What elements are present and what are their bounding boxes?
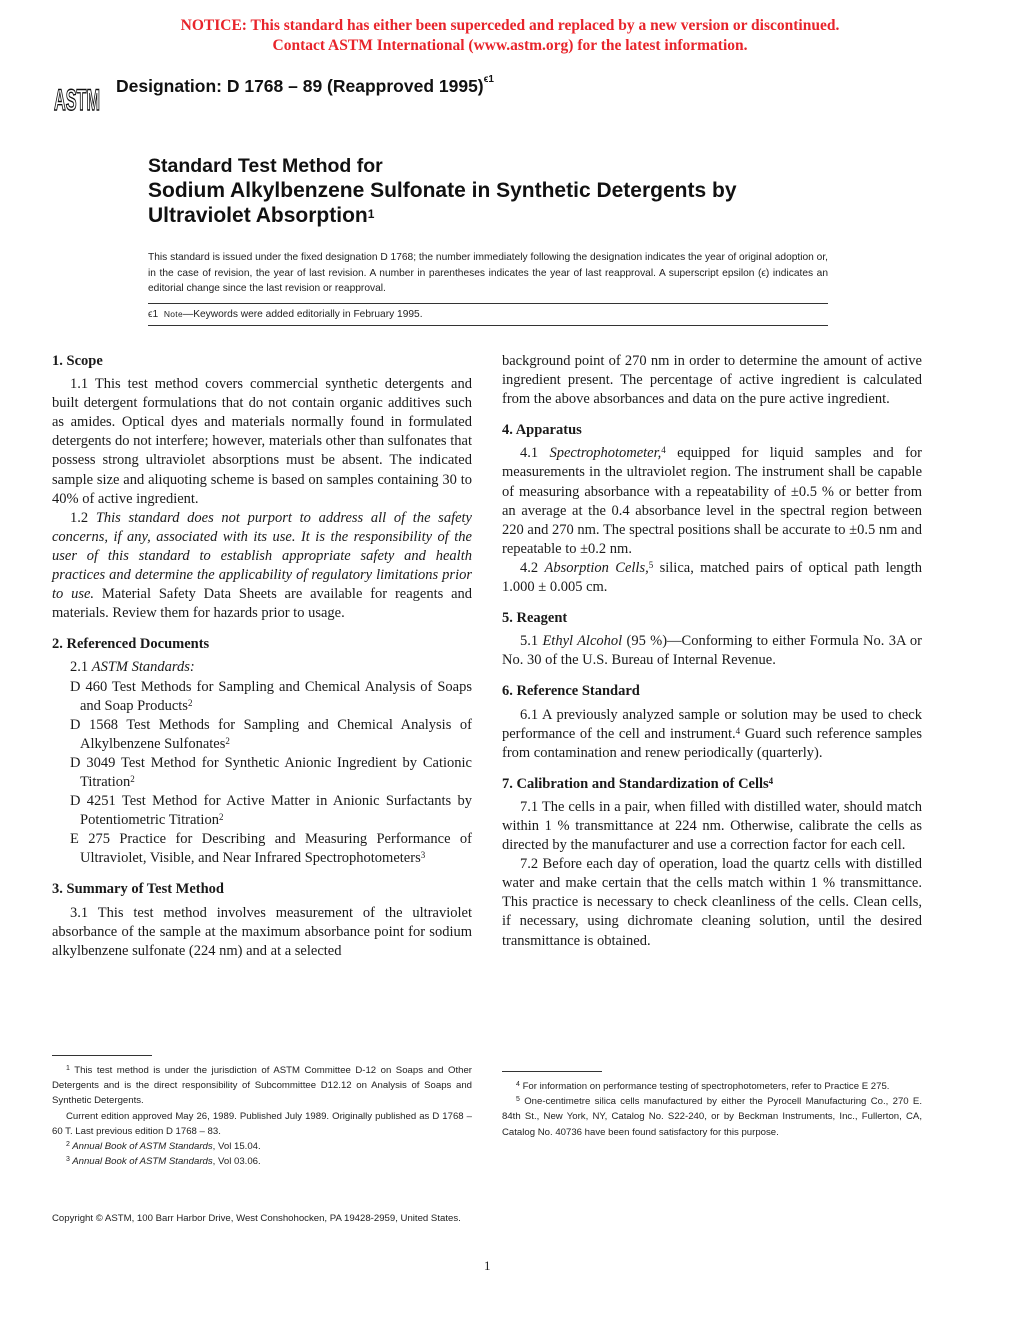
section-heading: 1. Scope [52, 353, 103, 369]
note-label: Note [163, 309, 183, 319]
title-line-1: Standard Test Method for [148, 155, 383, 177]
section-heading: 4. Apparatus [502, 422, 582, 439]
page-number: 1 [484, 1258, 491, 1273]
designation [116, 76, 494, 97]
notice-line-2: Contact ASTM International (www.astm.org) for the latest information. [272, 37, 748, 54]
section-heading: 6. Reference Standard [502, 683, 640, 700]
section-heading: 2. Referenced Documents [52, 636, 210, 653]
paragraph-4-1: 4.1 Spectrophotometer,$^4$ equipped for liquid samples and for measurements in the ultraviolet region. The instrument shall be capable of measuring absorbance with a repeatability of ±0.5 % or better from an average at the 0.4 absorbance level in the spectral region between 220 and 270 nm. The spectral positions shall be accurate to ±0.5 nm and repeatable to ±0.2 nm. [502, 445, 923, 557]
issued-statement: This standard is issued under the fixed designation D 1768; the number immediately following the designation indicates the year of original adoption or, in the case of revision, the year of last revision. A number in parentheses indicates the year of last reapproval. A superscript epsilon (ϵ) indicates an editorial change since the last revision or reapproval. [148, 252, 828, 295]
footnote-2: $^2$ Annual Book of ASTM Standards, Vol 15.04. [66, 1141, 261, 1153]
paragraph-3-1: 3.1 This test method involves measurement of the ultraviolet absorbance of the sample at the maximum absorbance point for sodium alkylbenzene sulfonate (224 nm) and at a selected [52, 904, 472, 959]
document-title [148, 154, 737, 228]
footnote-1b: Current edition approved May 26, 1989. Published July 1989. Originally published as D 1768 – 60 T. Last previous edition D 1768 – 83. [52, 1110, 472, 1137]
designation-text: Designation: D 1768 – 89 (Reapproved 1995) [116, 76, 484, 96]
section-heading: 3. Summary of Test Method [52, 881, 224, 898]
footnote-1: $^1$ This test method is under the jurisdiction of ASTM Committee D-12 on Soaps and Other Detergents and is the direct responsibility of Subcommittee D12.12 on Analysis of Soaps and Synthetic Detergents. [52, 1065, 472, 1107]
paragraph-5-1: 5.1 Ethyl Alcohol (95 %)—Conforming to either Formula No. 3A or No. 30 of the U.S. Bureau of Internal Revenue. [502, 633, 923, 669]
divider [148, 303, 828, 304]
reference-item: E 275 Practice for Describing and Measuring Performance of Ultraviolet, Visible, and Near Infrared Spectrophotometers$^3$ [70, 831, 472, 867]
reference-item: D 3049 Test Method for Synthetic Anionic Ingredient by Cationic Titration$^2$ [70, 754, 472, 790]
left-column [52, 352, 472, 961]
section-heading: 7. Calibration and Standardization of Cells$^4$ [502, 775, 774, 792]
reference-item: D 1568 Test Methods for Sampling and Chemical Analysis of Alkylbenzene Sulfonates$^2$ [70, 716, 472, 752]
footnote-5: $^5$ One-centimetre silica cells manufactured by either the Pyrocell Manufacturing Co., 270 E. 84th St., New York, NY, Catalog No. S22-240, or by Beckman Instruments, Inc., Fullerton, CA, Catalog No. 40736 have been found satisfactory for this purpose. [502, 1096, 922, 1138]
divider [148, 325, 828, 326]
notice-line-1: NOTICE: This standard has either been superceded and replaced by a new version or discontinued. [180, 17, 840, 34]
reference-item: D 460 Test Methods for Sampling and Chemical Analysis of Soaps and Soap Products$^2$ [70, 678, 472, 714]
paragraph-7-1: 7.1 The cells in a pair, when filled with distilled water, should match within 1 % transmittance at 224 nm. Otherwise, calibrate the cells as directed by the manufacturer and use a correction factor for each cell. [502, 798, 922, 854]
reference-item: D 4251 Test Method for Active Matter in Anionic Surfactants by Potentiometric Titration$^2$ [70, 793, 472, 829]
designation-epsilon: ϵ1 [483, 74, 494, 85]
title-footnote-mark: 1 [367, 207, 375, 221]
footnotes-right [502, 1079, 922, 1140]
footnote-rule [502, 1071, 602, 1072]
editorial-note: ϵ1 Note—Keywords were added editorially in February 1995. [148, 309, 423, 320]
title-line-3: Ultraviolet Absorption$^1$ [148, 204, 375, 227]
footnotes-left [52, 1063, 472, 1169]
paragraph-2-1: 2.1 ASTM Standards: [70, 659, 195, 676]
paragraph-3-1-cont: background point of 270 nm in order to determine the amount of active ingredient present. The percentage of active ingredient is calculated from the above absorbances and data on the pure active ingredient. [502, 353, 922, 408]
logo-text: ASTM [54, 84, 100, 117]
paragraph-1-1: 1.1 This test method covers commercial synthetic detergents and built detergent formulations that do not contain organic additives such as amides. Optical dyes and materials normally found in formulated detergents do not interfere; however, materials other than sulfonates that possess strong ultraviolet absorptions must be absent. The indicated sample size and aliquoting scheme is based on samples containing 30 to 40% of active ingredient. [52, 376, 472, 507]
notice-banner [0, 16, 1020, 56]
paragraph-1-2: 1.2 This standard does not purport to address all of the safety concerns, if any, associated with its use. It is the responsibility of the user of this standard to establish appropriate safety and health practices and determine the applicability of regulatory limitations prior to use. Material Safety Data Sheets are available for reagents and materials. Review them for hazards prior to usage. [52, 509, 473, 622]
paragraph-7-2: 7.2 Before each day of operation, load the quartz cells with distilled water and make certain that the cells match within 1 % transmittance. This practice is necessary to check cleanliness of the cells. Clean cells, if necessary, using dichromate cleaning solution, until the desired transmittance is obtained. [502, 856, 922, 949]
paragraph-4-2: 4.2 Absorption Cells,$^5$ silica, matched pairs of optical path length 1.000 ± 0.005 cm. [502, 559, 922, 596]
footnote-rule [52, 1055, 152, 1056]
footnote-3: $^3$ Annual Book of ASTM Standards, Vol 03.06. [66, 1156, 261, 1168]
footnote-4: $^4$ For information on performance testing of spectrophotometers, refer to Practice E 275. [516, 1081, 890, 1092]
astm-logo [52, 76, 102, 118]
title-line-2: Sodium Alkylbenzene Sulfonate in Synthetic Detergents by [148, 179, 737, 202]
section-heading: 5. Reagent [502, 610, 568, 627]
copyright: Copyright © ASTM, 100 Barr Harbor Drive, West Conshohocken, PA 19428-2959, United States. [52, 1213, 461, 1224]
right-column [502, 352, 922, 951]
paragraph-6-1: 6.1 A previously analyzed sample or solution may be used to check performance of the cell and instrument.$^4$ Guard such reference samples from contamination and renew periodically (quarterly). [502, 706, 922, 761]
